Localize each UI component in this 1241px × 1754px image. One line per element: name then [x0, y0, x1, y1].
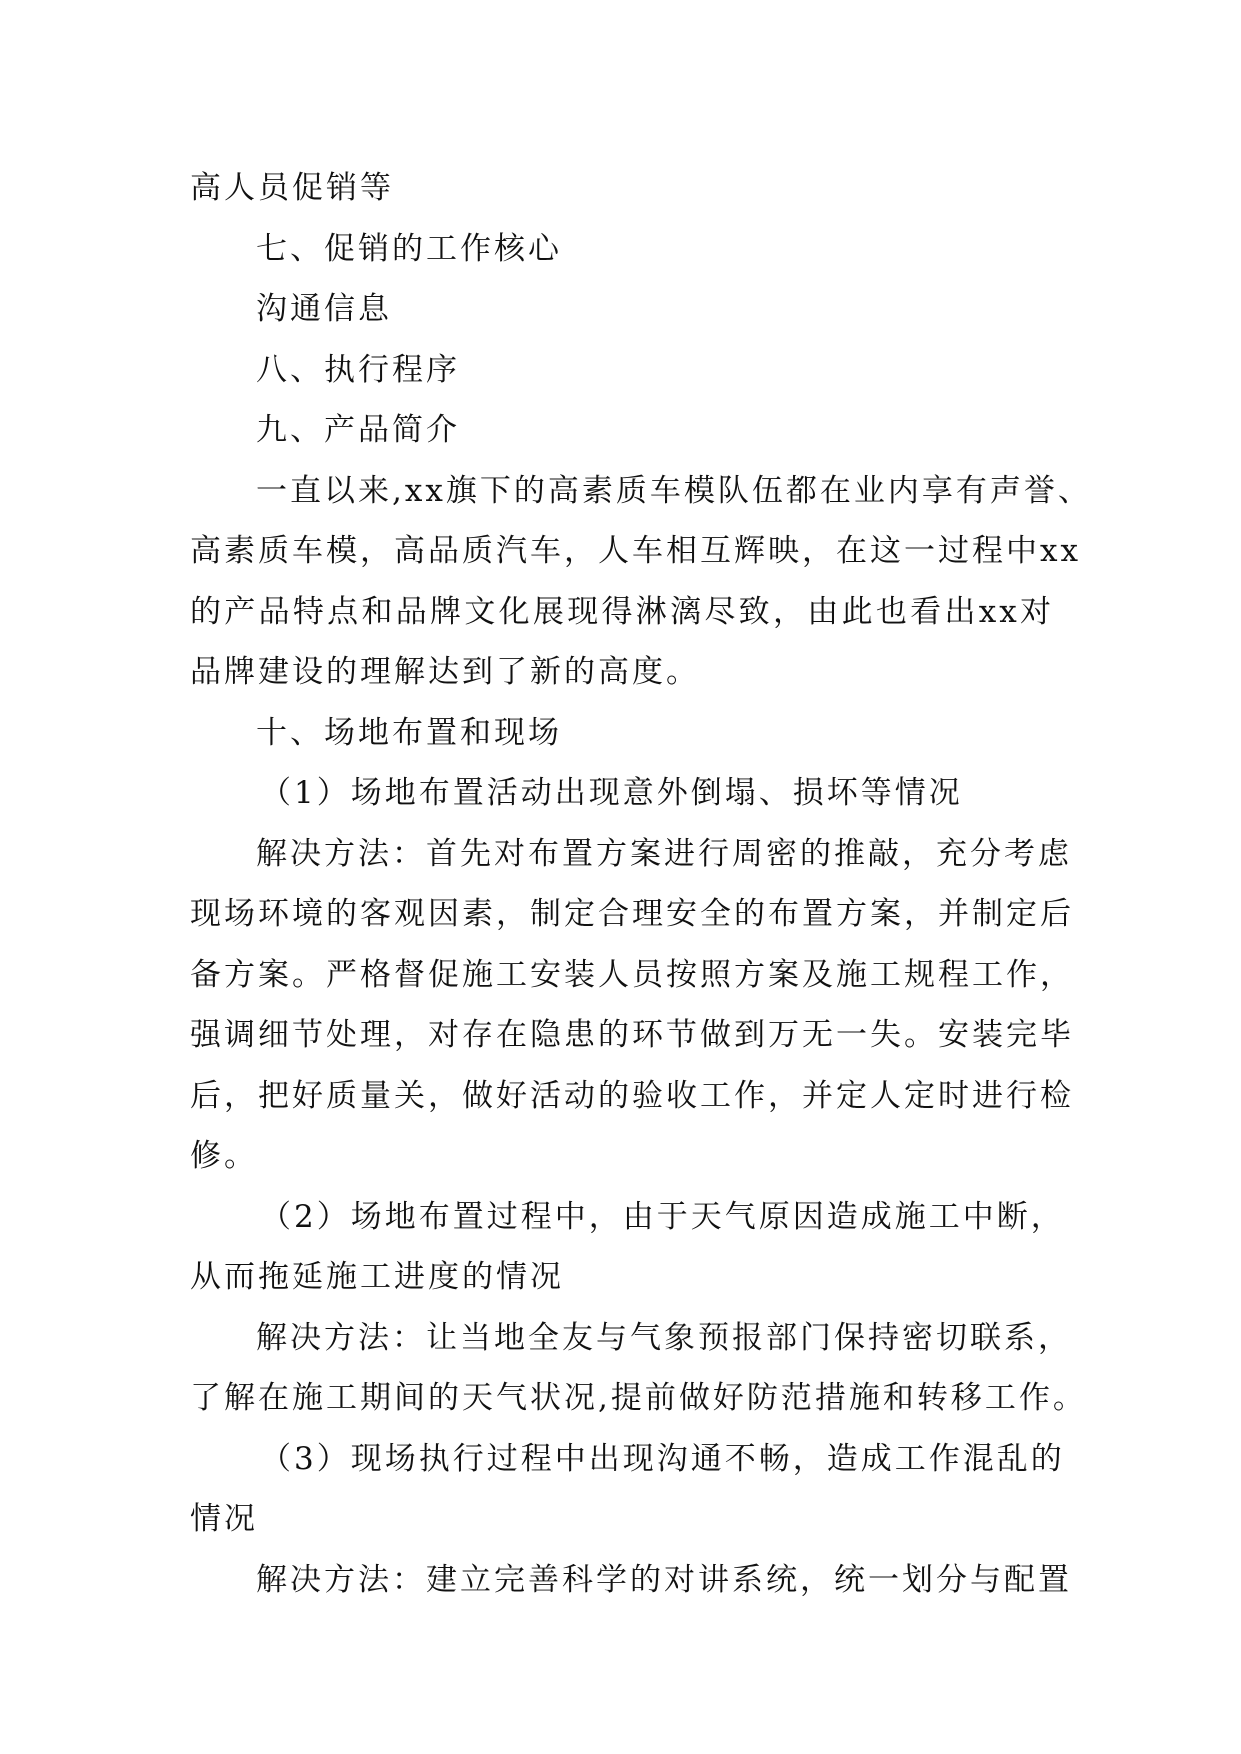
text-line: 从而拖延施工进度的情况 [190, 1259, 564, 1295]
text-line: 的产品特点和品牌文化展现得淋漓尽致，由此也看出xx对 [190, 593, 1054, 630]
section-heading: 九、产品简介 [256, 412, 460, 448]
text-line: 后，把好质量关，做好活动的验收工作，并定人定时进行检 [190, 1077, 1074, 1114]
text-line: 沟通信息 [256, 291, 392, 327]
text-line: 情况 [190, 1501, 258, 1537]
section-heading: 十、场地布置和现场 [256, 714, 562, 751]
section-heading: 七、促销的工作核心 [256, 230, 562, 267]
text-line: 现场环境的客观因素，制定合理安全的布置方案，并制定后 [190, 896, 1074, 932]
text-line: 品牌建设的理解达到了新的高度。 [190, 654, 700, 690]
text-line: 了解在施工期间的天气状况,提前做好防范措施和转移工作。 [190, 1380, 1087, 1416]
text-line: 高素质车模，高品质汽车，人车相互辉映，在这一过程中xx [190, 533, 1081, 569]
text-line: 解决方法：建立完善科学的对讲系统，统一划分与配置 [256, 1561, 1072, 1598]
text-line: 一直以来,xx旗下的高素质车模队伍都在业内享有声誉、 [256, 472, 1092, 509]
sub-heading: （2）场地布置过程中，由于天气原因造成施工中断， [260, 1198, 1065, 1235]
text-line: 强调细节处理，对存在隐患的环节做到万无一失。安装完毕 [190, 1017, 1074, 1053]
sub-heading: （1）场地布置活动出现意外倒塌、损坏等情况 [260, 775, 963, 811]
text-line: 修。 [190, 1138, 258, 1174]
text-line: 高人员促销等 [190, 170, 394, 206]
text-line: 解决方法：让当地全友与气象预报部门保持密切联系， [256, 1319, 1072, 1356]
section-heading: 八、执行程序 [256, 351, 460, 388]
document-body [190, 158, 1092, 1610]
sub-heading: （3）现场执行过程中出现沟通不畅，造成工作混乱的 [260, 1440, 1065, 1477]
text-line: 解决方法：首先对布置方案进行周密的推敲，充分考虑 [256, 835, 1072, 872]
text-line: 备方案。严格督促施工安装人员按照方案及施工规程工作， [190, 956, 1074, 993]
